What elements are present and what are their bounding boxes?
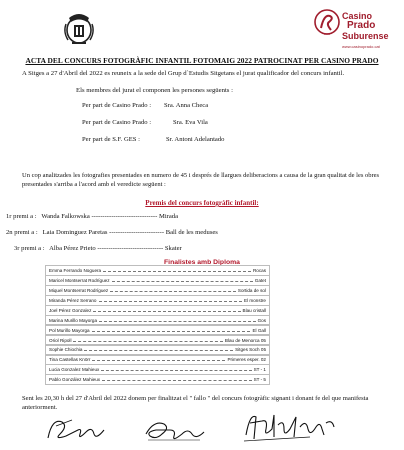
dash-leader [73,341,222,342]
dash-leader [103,271,251,272]
finalist-name: Maricel Montserrat Rodríguez [49,278,110,284]
finalist-work: Rocas [252,268,266,274]
jury-role: Per part de S.F. GES [82,136,137,143]
closing-paragraph: Sent les 20,30 h del 27 d'Abril del 2022 donem per finalitzat el " fallo " del concurs fotogràfic signant i donant fe del que manifesta anteriorment. [22,395,369,411]
finalist-name: Joel Pérez Gonzalez [49,307,92,313]
dash-leader [102,380,251,381]
intro-paragraph: A Sitges a 27 d'Abril del 2022 es reuneix a la sede del Grup d`Estudis Sitgetans el jurat qualificador del concurs infantil. [22,70,345,77]
finalist-work: El Gall [252,327,266,333]
finalist-work: Blau de Menorca 05 [224,337,266,343]
finalist-name: Marina Murillo Mayorga [49,317,97,323]
finalist-row [45,374,270,385]
dash-leader [101,370,251,371]
jury-name: Sr. Antoni Adelantado [166,136,225,143]
logo-word-suburense: Suburense [342,31,389,41]
dash-leader [110,291,236,292]
prize-dashes: ------------------------- [109,229,165,236]
casino-prado-logo [312,8,394,52]
jury-role: Per part de Casino Prado [82,119,148,126]
prize-winner: Wanda Falkowska [41,213,90,220]
prize-dashes: ------------------------------ [91,213,158,220]
prize-rank: 2n premi a : [6,229,38,236]
finalist-name: Miquel Montserrat Rodríguez [49,287,109,293]
logo-word-prado: Prado [347,20,376,31]
finalists-table [45,266,270,385]
finalist-name: Lucia Gonzalez Mahieux [49,367,100,373]
municipal-crest-logo [60,10,98,46]
prize-dashes: ------------------------------ [97,245,164,252]
finalist-work: Gatet [254,278,266,284]
finalist-work: Sitges Soch 05 [235,347,266,353]
jury-name: Sra. Anna Checa [164,102,209,109]
prize-rank: 1r premi a : [6,213,37,220]
jury-member-3 [82,136,225,143]
finalist-work: Blau cristall [242,307,266,313]
jury-name: Sra. Eva Vila [173,119,208,126]
finalists-heading: Finalistes amb Diploma [164,259,240,266]
dash-leader [99,301,243,302]
members-intro: Els membres del jurat el componen les persones següents : [76,87,233,94]
dash-leader [92,331,251,332]
dash-leader [112,281,253,282]
prize-2 [6,229,218,236]
finalist-work: Gos [257,317,266,323]
finalist-name: Miranda Pérez Serrano [49,297,97,303]
deliberation-paragraph: Un cop analitzades les fotografies presentades en numero de 45 i després de llargues deliberacions a causa de la gran qualitat de les obres presentades s'arriba a l'acord amb el veredicte següent : [22,172,380,188]
awards-heading: Premis del concurs fotogràfic infantil: [145,199,259,207]
jury-sep: : [149,102,152,109]
finalist-work: Sortida de sol [237,287,266,293]
dash-leader [84,350,233,351]
document-title: ACTA DEL CONCURS FOTOGRÀFIC INFANTIL FOTOMAIG 2022 PATROCINAT PER CASINO PRADO [25,56,379,65]
finalist-name: Pablo González Mahieux [49,377,101,383]
dash-leader [93,311,240,312]
finalist-work: El monstre [244,297,266,303]
logo-word-casino: Casino [342,11,373,21]
jury-member-2 [82,119,208,126]
dash-leader [92,360,225,361]
finalist-work: ST - 1 [253,367,266,373]
jury-sep: : [149,119,152,126]
dash-leader [99,321,256,322]
finalist-work: Primeres esper. 02 [227,357,266,363]
finalist-name: Pol Murillo Mayorga [49,327,90,333]
casino-prado-emblem-icon [312,8,342,48]
jury-sep: : [138,136,140,143]
prize-work: Skater [164,245,182,252]
prize-winner: Alba Pérez Prieto [49,245,96,252]
finalist-name: Emma Ferrando Noguera [49,268,102,274]
prize-rank: 3r premi a : [14,245,45,252]
logo-website: www.casinoprado.cat [342,44,380,49]
signature-1 [42,412,112,446]
finalist-name: Sophie Chiochia [49,347,83,353]
prize-1 [6,213,178,220]
jury-member-1 [82,102,209,109]
finalist-work: ST - 5 [253,377,266,383]
jury-role: Per part de Casino Prado [82,102,148,109]
finalist-name: Oriol Ripoll [49,337,72,343]
finalist-name: Tina Castellas Knörr [49,357,91,363]
prize-winner: Laia Dominguez Paretas [42,229,108,236]
prize-work: Ball de les meduses [165,229,218,236]
signature-3 [240,405,340,447]
signature-2 [140,412,210,446]
prize-3 [14,245,182,252]
prize-work: Mirada [158,213,179,220]
